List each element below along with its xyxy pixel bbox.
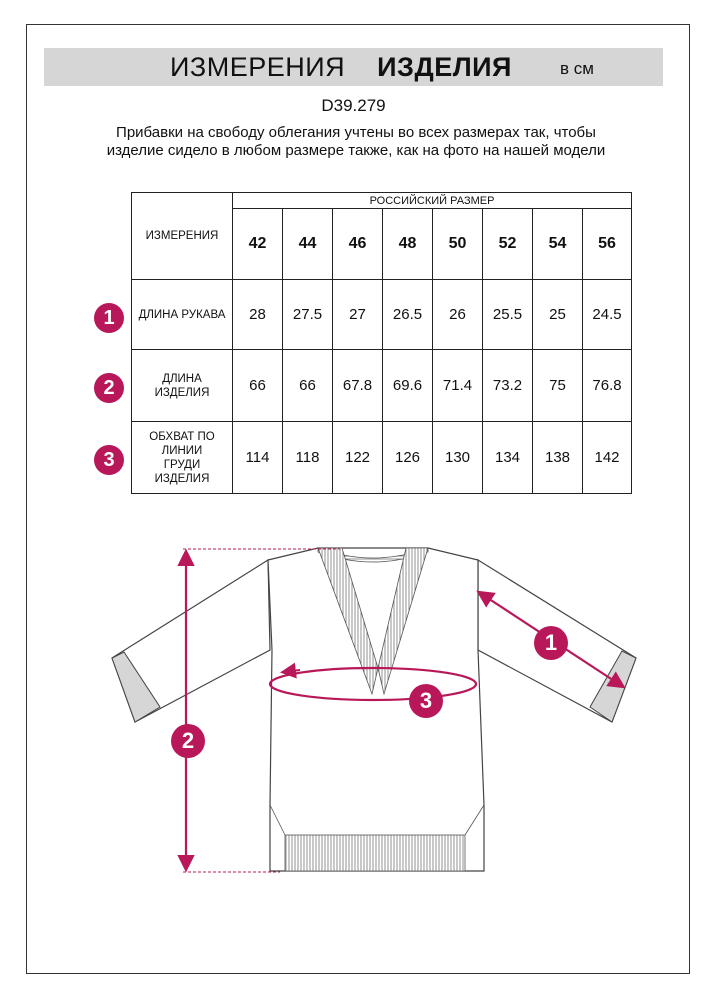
size-header: 44 <box>283 209 333 280</box>
unit-label: в см <box>560 59 594 78</box>
title-garment: ИЗДЕЛИЯ <box>377 52 512 82</box>
table-cell: 122 <box>333 422 383 494</box>
diagram-marker-2: 2 <box>171 724 205 758</box>
table-cell: 114 <box>233 422 283 494</box>
table-cell: 66 <box>233 350 283 422</box>
row-label-chest-girth: ОБХВАТ ПО ЛИНИИ ГРУДИ ИЗДЕЛИЯ <box>132 422 233 494</box>
size-header: 50 <box>433 209 483 280</box>
table-cell: 28 <box>233 280 283 350</box>
article-code: D39.279 <box>321 96 386 115</box>
title-measurements: ИЗМЕРЕНИЯ <box>170 52 346 82</box>
size-header: 56 <box>583 209 632 280</box>
diagram-marker-1: 1 <box>534 626 568 660</box>
table-cell: 66 <box>283 350 333 422</box>
size-header: 48 <box>383 209 433 280</box>
table-cell: 67.8 <box>333 350 383 422</box>
size-header: 54 <box>533 209 583 280</box>
table-cell: 126 <box>383 422 433 494</box>
table-cell: 26.5 <box>383 280 433 350</box>
marker-badge-2: 2 <box>94 373 124 403</box>
marker-badge-3: 3 <box>94 445 124 475</box>
table-cell: 27 <box>333 280 383 350</box>
table-cell: 130 <box>433 422 483 494</box>
table-cell: 142 <box>583 422 632 494</box>
table-cell: 69.6 <box>383 350 433 422</box>
table-cell: 24.5 <box>583 280 632 350</box>
table-cell: 73.2 <box>483 350 533 422</box>
table-cell: 118 <box>283 422 333 494</box>
table-cell: 76.8 <box>583 350 632 422</box>
table-cell: 71.4 <box>433 350 483 422</box>
table-cell: 138 <box>533 422 583 494</box>
table-cell: 134 <box>483 422 533 494</box>
table-cell: 25 <box>533 280 583 350</box>
table-cell: 75 <box>533 350 583 422</box>
measurements-header: ИЗМЕРЕНИЯ <box>132 193 233 280</box>
marker-badge-1: 1 <box>94 303 124 333</box>
sweater-outline <box>112 548 636 871</box>
table-cell: 27.5 <box>283 280 333 350</box>
size-header: 42 <box>233 209 283 280</box>
russian-size-header: РОССИЙСКИЙ РАЗМЕР <box>233 193 632 209</box>
row-label-garment-length: ДЛИНА ИЗДЕЛИЯ <box>132 350 233 422</box>
row-label-sleeve-length: ДЛИНА РУКАВА <box>132 280 233 350</box>
fit-note: Прибавки на свободу облегания учтены во всех размерах так, чтобы изделие сидело в любом размере также, как на фото на нашей модели <box>106 124 606 159</box>
size-header: 52 <box>483 209 533 280</box>
table-cell: 25.5 <box>483 280 533 350</box>
diagram-marker-3: 3 <box>409 684 443 718</box>
table-cell: 26 <box>433 280 483 350</box>
size-header: 46 <box>333 209 383 280</box>
